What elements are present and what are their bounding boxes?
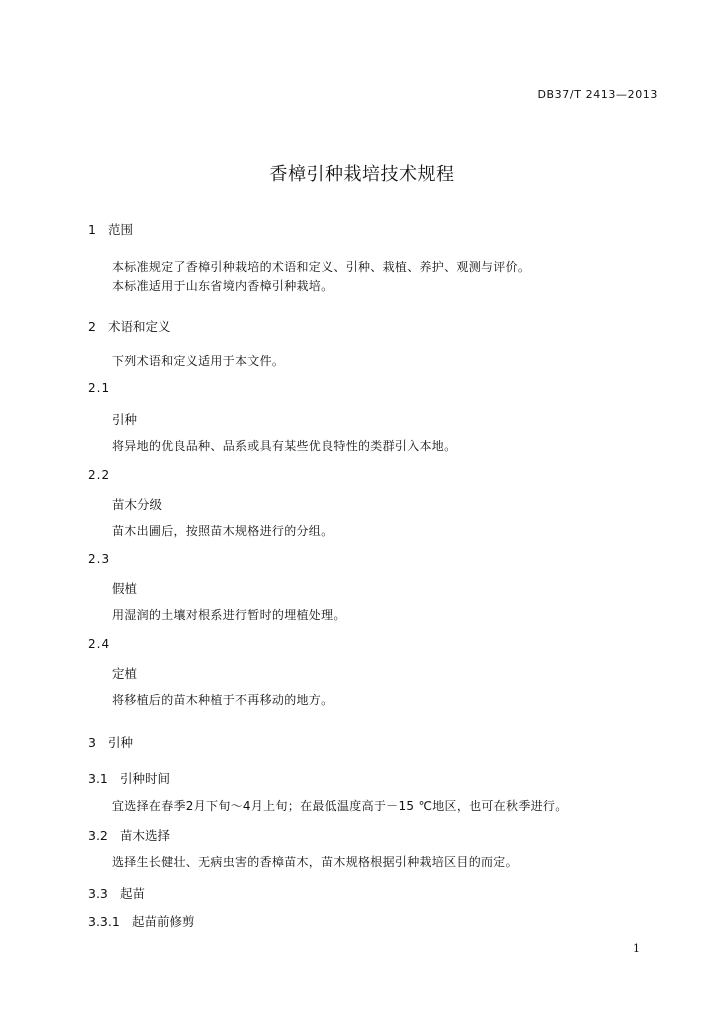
section-2-heading (88, 317, 171, 335)
term: 定植 (112, 666, 138, 681)
section-number: 3 (88, 735, 96, 750)
subsection-3-3-1-heading (88, 912, 195, 930)
clause-number: 2.1 (88, 381, 111, 395)
paragraph: 下列术语和定义适用于本文件。 (112, 354, 285, 368)
subsection-title: 起苗前修剪 (132, 914, 195, 929)
standard-number: DB37/T 2413—2013 (537, 88, 658, 101)
clause-number: 2.2 (88, 468, 111, 482)
subsection-3-2-heading (88, 826, 170, 844)
clause-number: 2.3 (88, 552, 111, 566)
subsection-number: 3.3.1 (88, 914, 120, 929)
subsection-3-1-heading (88, 769, 170, 787)
document-title: 香樟引种栽培技术规程 (269, 164, 455, 185)
section-1-heading (88, 220, 133, 238)
section-number: 1 (88, 222, 96, 237)
term-definition: 苗木出圃后，按照苗木规格进行的分组。 (112, 524, 334, 538)
term-definition: 用湿润的土壤对根系进行暂时的埋植处理。 (112, 608, 346, 622)
subsection-title: 引种时间 (120, 771, 171, 786)
page-number: 1 (633, 942, 640, 955)
term-definition: 将异地的优良品种、品系或具有某些优良特性的类群引入本地。 (112, 439, 457, 453)
section-title: 术语和定义 (108, 319, 171, 334)
clause-number: 2.4 (88, 637, 111, 651)
section-3-heading (88, 733, 133, 751)
paragraph: 本标准规定了香樟引种栽培的术语和定义、引种、栽植、养护、观测与评价。 (112, 260, 531, 274)
term: 引种 (112, 412, 138, 427)
subsection-number: 3.1 (88, 771, 108, 786)
section-number: 2 (88, 319, 96, 334)
subsection-title: 起苗 (120, 886, 146, 901)
subsection-number: 3.3 (88, 886, 108, 901)
paragraph: 本标准适用于山东省境内香樟引种栽培。 (112, 279, 334, 293)
paragraph: 选择生长健壮、无病虫害的香樟苗木，苗木规格根据引种栽培区目的而定。 (112, 855, 518, 869)
term-definition: 将移植后的苗木种植于不再移动的地方。 (112, 693, 334, 707)
term: 苗木分级 (112, 497, 163, 512)
term: 假植 (112, 581, 138, 596)
paragraph: 宜选择在春季2月下旬～4月上旬；在最低温度高于－15 ℃地区，也可在秋季进行。 (112, 799, 568, 813)
section-title: 引种 (108, 735, 134, 750)
subsection-3-3-heading (88, 884, 145, 902)
subsection-number: 3.2 (88, 828, 108, 843)
section-title: 范围 (108, 222, 134, 237)
subsection-title: 苗木选择 (120, 828, 171, 843)
